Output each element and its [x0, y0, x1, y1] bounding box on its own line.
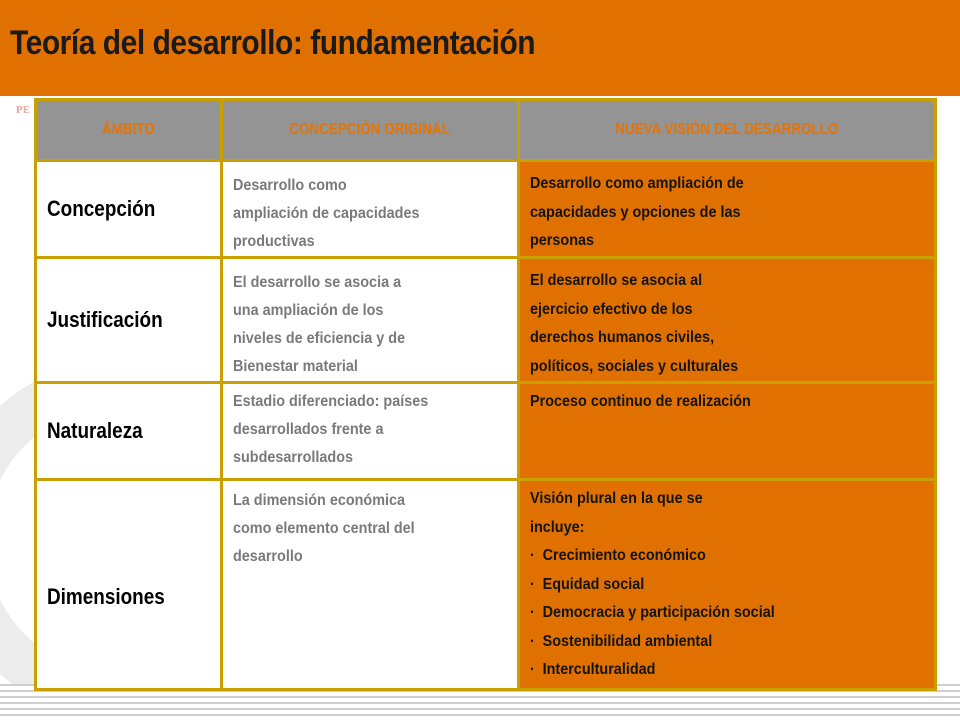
comparison-table [34, 98, 937, 691]
original-line: desarrollo [233, 548, 303, 565]
ambito-cell: Naturaleza [36, 383, 222, 480]
bullet-dot-icon: · [530, 661, 535, 678]
original-cell [222, 161, 519, 258]
original-cell [222, 480, 519, 690]
original-line: desarrollados frente a [233, 421, 384, 438]
original-line: niveles de eficiencia y de [233, 330, 406, 347]
nueva-line: Visión plural en la que se [530, 490, 703, 507]
list-item: · Crecimiento económico [530, 542, 926, 571]
bullet-dot-icon: · [530, 575, 535, 593]
table-row [36, 480, 936, 690]
original-line: ampliación de capacidades [233, 205, 420, 222]
nueva-line: Proceso continuo de realización [530, 393, 751, 410]
header-nueva-vision: NUEVA VISIÓN DEL DESARROLLO [519, 100, 936, 161]
bullet-dot-icon: · [530, 604, 535, 621]
original-line: Estadio diferenciado: países [233, 393, 429, 410]
nueva-line: derechos humanos civiles, [530, 329, 715, 346]
table-header-row [36, 100, 936, 161]
original-cell [222, 383, 519, 480]
list-item: · Democracia y participación social [530, 599, 926, 628]
nueva-cell [519, 480, 936, 690]
ambito-cell: Dimensiones [36, 480, 222, 690]
list-item: · Equidad social [530, 571, 926, 600]
nueva-line: Desarrollo como ampliación de [530, 175, 744, 192]
nueva-line: incluye: [530, 518, 585, 536]
table-row [36, 161, 936, 258]
nueva-line: El desarrollo se asocia al [530, 272, 703, 289]
nueva-cell [519, 161, 936, 258]
original-line: Bienestar material [233, 358, 358, 375]
original-line: La dimensión económica [233, 492, 406, 509]
original-line: como elemento central del [233, 520, 415, 537]
table-row [36, 258, 936, 383]
nueva-cell [519, 383, 936, 480]
nueva-line: personas [530, 232, 595, 249]
original-line: productivas [233, 233, 315, 250]
header-ambito: ÁMBITO [36, 100, 222, 161]
dimensions-bullet-list [530, 542, 926, 685]
ambito-cell: Concepción [36, 161, 222, 258]
original-line: Desarrollo como [233, 177, 347, 194]
side-tag: PE [16, 104, 31, 116]
title-bar [0, 0, 960, 96]
original-cell [222, 258, 519, 383]
page-title: Teoría del desarrollo: fundamentación [10, 24, 536, 62]
nueva-cell [519, 258, 936, 383]
table-row [36, 383, 936, 480]
ambito-cell: Justificación [36, 258, 222, 383]
nueva-line: políticos, sociales y culturales [530, 357, 739, 375]
bullet-dot-icon: · [530, 632, 535, 650]
original-line: El desarrollo se asocia a [233, 274, 402, 291]
header-concepcion-original: CONCEPCIÓN ORIGINAL [222, 100, 519, 161]
original-line: una ampliación de los [233, 302, 384, 319]
nueva-line: capacidades y opciones de las [530, 203, 741, 221]
list-item: · Interculturalidad [530, 656, 926, 685]
list-item: · Sostenibilidad ambiental [530, 628, 926, 657]
original-line: subdesarrollados [233, 449, 354, 466]
nueva-line: ejercicio efectivo de los [530, 300, 693, 318]
bullet-dot-icon: · [530, 547, 535, 564]
